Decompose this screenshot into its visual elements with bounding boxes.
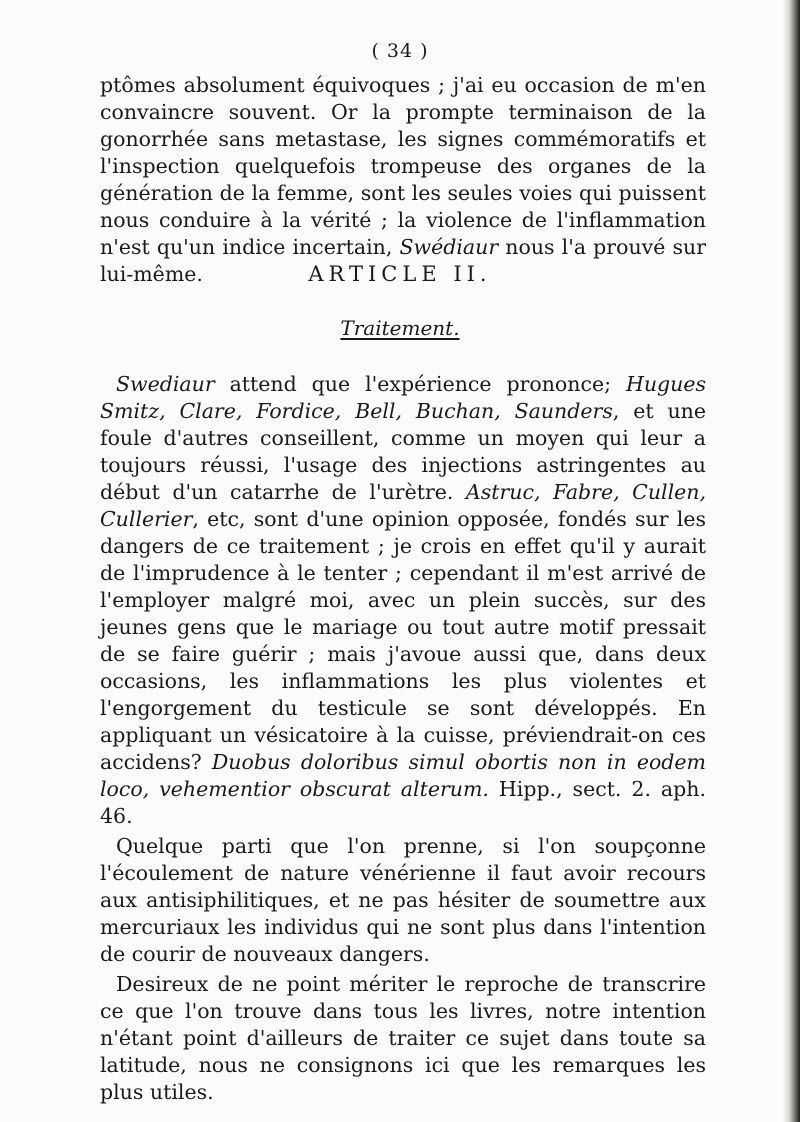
treatment-body — [100, 371, 706, 1106]
para1-text-3: , etc, sont d'une opinion opposée, fondés sur les dangers de ce traitement ; je crois en effet qu'il y aurait de l'imprudence à le tenter ; cependant il m'est arrivé de l'employer malgré moi, avec un plein succès, sur des jeunes gens que le mariage ou tout autre motif pressait de se faire guérir ; mais j'avoue aussi que, dans deux occasions, les inflammations les plus violentes et l'engorgement du testicule se sont développés. En appliquant un vésicatoire à la cuisse, préviendrait-on ces accidens? — [100, 507, 706, 774]
article-heading: ARTICLE II. — [308, 262, 492, 286]
paragraph-antisiphilitiques: Quelque parti que l'on prenne, si l'on soupçonne l'écoulement de nature vénérienne il faut avoir recours aux antisiphilitiques, et ne pas hésiter de soumettre aux mercuriaux les individus qui ne sont plus dans l'intention de courir de nouveaux dangers. — [100, 834, 706, 966]
para1-text-1: attend que l'expérience prononce; — [214, 372, 626, 396]
authors-list-1: Hugues Smitz, Clare, Fordice, Bell, Buchan, Saunders — [100, 372, 706, 423]
paragraph-remarques: Desireux de ne point mériter le reproche de transcrire ce que l'on trouve dans tous les livres, notre intention n'étant point d'ailleurs de traiter ce sujet dans toute sa latitude, nous ne consignons ici que les remarques les plus utiles. — [100, 972, 706, 1104]
latin-quote: Duobus doloribus simul obortis non in eodem loco, vehementior obscurat alterum. — [100, 750, 706, 801]
authors-list-2: Astruc, Fabre, Cullen, Cullerier — [100, 480, 706, 531]
hippocrates-reference: Hipp., sect. 2. aph. 46. — [100, 777, 706, 828]
page-edge-shadow — [782, 0, 800, 1122]
intro-end-text: nous l'a prouvé sur lui-même. — [100, 235, 706, 286]
intro-paragraph — [100, 72, 706, 288]
paragraph-injections — [100, 371, 706, 830]
para1-text-2: , et une foule d'autres conseillent, comme un moyen qui leur a toujours réussi, l'usage des injections astringentes au début d'un catarrhe de l'urètre. — [100, 399, 706, 504]
section-heading: Traitement. — [340, 316, 460, 340]
intro-text: ptômes absolument équivoques ; j'ai eu occasion de m'en convaincre souvent. Or la prompte terminaison de la gonorrhée sans metastase, les signes commémoratifs et l'inspection quelquefois trompeuse des organes de la génération de la femme, sont les seules voies qui puissent nous conduire à la vérité ; la violence de l'inflammation n'est qu'un indice incertain, — [100, 73, 706, 259]
page-number: ( 34 ) — [371, 40, 429, 62]
author-swediaur: Swediaur — [116, 372, 215, 396]
intro-author-name: Swédiaur — [399, 235, 499, 259]
